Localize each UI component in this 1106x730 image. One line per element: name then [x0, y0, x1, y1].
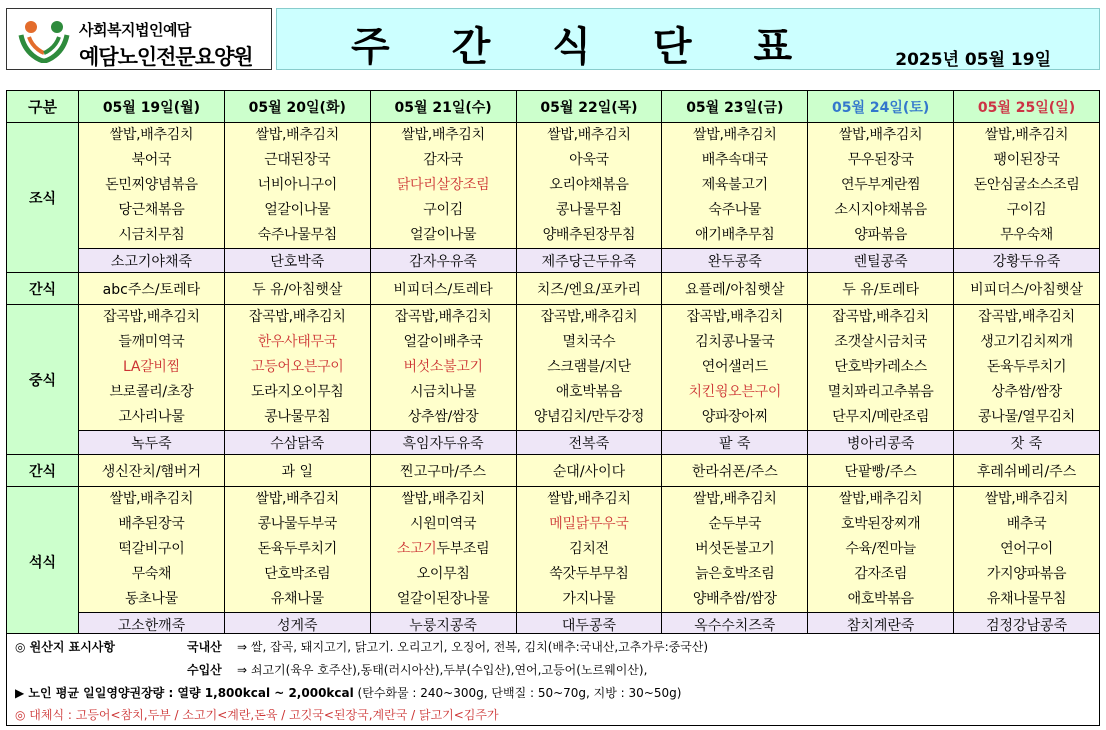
meal-label-dinner: 석식 [7, 487, 79, 637]
snack-cell: abc주스/토레타 [79, 273, 225, 305]
dish-item: 쌀밥,배추김치 [401, 127, 485, 143]
dish-item: 소시지야채볶음 [834, 202, 927, 218]
dish-item: 배추속대국 [701, 152, 768, 168]
snack-cell: 치즈/엔요/포카리 [516, 273, 662, 305]
dish-item: 들깨미역국 [118, 334, 185, 350]
dish-item: 오이무침 [416, 566, 470, 582]
weekly-menu-table [6, 90, 1100, 637]
snack-label-snack2: 간식 [7, 455, 79, 487]
dish-item: 단호박카레소스 [834, 359, 927, 375]
menu-cell [370, 305, 516, 431]
snack-label-snack1: 간식 [7, 273, 79, 305]
nutrition-main: ▶ 노인 평균 일일영양권장량 : 열량 1,800kcal ~ 2,000kcal [15, 686, 354, 700]
dish-item: 무우숙채 [1000, 227, 1053, 243]
dish-item: 단무지/메란조림 [832, 409, 930, 425]
dish-item: 돈안심굴소스조림 [973, 177, 1080, 193]
dish-item: 얼갈이된장나물 [396, 591, 490, 607]
dish-item: 연두부계란찜 [840, 177, 921, 193]
menu-cell [79, 487, 225, 613]
juk-row-breakfast [7, 249, 1100, 273]
nutrition-detail: (탄수화물 : 240~300g, 단백질 : 50~70g, 지방 : 30~50g) [353, 686, 682, 700]
snack-row-snack2 [7, 455, 1100, 487]
dish-item: 무우된장국 [847, 152, 914, 168]
dish-item: 양파장아찌 [701, 409, 768, 425]
juk-cell: 참치계란죽 [808, 613, 954, 637]
dish-item: 양념김치/만두강정 [533, 409, 645, 425]
dish-item: 가지나물 [562, 591, 616, 607]
dish-item: 잡곡밥,배추김치 [248, 309, 346, 325]
snack-cell: 찐고구마/주스 [370, 455, 516, 487]
dish-item: 애기배추무침 [695, 227, 775, 243]
dish-item: 늙은호박조림 [695, 566, 775, 582]
dish-item: 동초나물 [124, 591, 178, 607]
dish-item: 멸치꽈리고추볶음 [827, 384, 934, 400]
dish-item: 잡곡밥,배추김치 [103, 309, 200, 325]
dish-item: 쌀밥,배추김치 [255, 491, 340, 507]
juk-cell: 완두콩죽 [662, 249, 808, 273]
dish-item: 상추쌈/쌈장 [991, 384, 1062, 400]
snack-cell: 단팥빵/주스 [808, 455, 954, 487]
juk-cell: 고소한깨죽 [79, 613, 225, 637]
snack-cell: 한라쉬폰/주스 [662, 455, 808, 487]
org-name: 예담노인전문요양원 [79, 45, 253, 69]
meal-label-lunch: 중식 [7, 305, 79, 455]
juk-cell: 렌틸콩죽 [808, 249, 954, 273]
dish-highlight: 소고기 [396, 541, 437, 557]
menu-cell [516, 123, 662, 249]
dish-item: 떡갈비구이 [118, 541, 185, 557]
snack-cell: 비피더스/토레타 [370, 273, 516, 305]
dish-item: 배추된장국 [118, 516, 185, 532]
dish-item: 유채나물 [270, 591, 324, 607]
dish-item: 얼갈이나물 [410, 227, 477, 243]
dish-item: 치킨윙오븐구이 [688, 384, 782, 400]
day-header: 05월 24일(토) [808, 91, 954, 123]
meal-row-breakfast [7, 123, 1100, 249]
dish-item: 스크램블/지단 [547, 359, 631, 375]
dish-item: 쌀밥,배추김치 [547, 491, 631, 507]
dish-item: 아욱국 [569, 152, 609, 168]
dish-item: 버섯소불고기 [403, 359, 483, 375]
menu-cell [954, 123, 1100, 249]
juk-cell: 병아리콩죽 [808, 431, 954, 455]
dish-rest: 두부조림 [436, 541, 490, 557]
domestic-label: 국내산 [187, 640, 222, 654]
dish-item: 구이김 [423, 202, 463, 218]
dish-item: 닭다리살장조림 [396, 177, 490, 193]
menu-cell [224, 487, 370, 613]
dish-item: 무숙채 [131, 566, 172, 582]
menu-cell [954, 487, 1100, 613]
menu-cell [516, 305, 662, 431]
dish-item: 조갯살시금치국 [834, 334, 927, 350]
dish-item: 콩나물/열무김치 [978, 409, 1076, 425]
dish-item: 유채나물무침 [986, 591, 1067, 607]
menu-cell [808, 487, 954, 613]
substitute-line: ◎ 대체식 : 고등어<참치,두부 / 소고기<계란,돈육 / 고깃국<된장국,계란국 / 닭고기<김주가 [15, 708, 499, 722]
dish-item: 멸치국수 [562, 334, 616, 350]
snack-cell: 과 일 [224, 455, 370, 487]
dish-item: 쌀밥,배추김치 [401, 491, 485, 507]
dish-item: 잡곡밥,배추김치 [686, 309, 784, 325]
dish-item: 쌀밥,배추김치 [109, 491, 194, 507]
dish-item: 버섯돈불고기 [695, 541, 775, 557]
dish-item [371, 537, 516, 562]
dish-item: 도라지오이무침 [250, 384, 344, 400]
snack-cell: 요플레/아침햇살 [662, 273, 808, 305]
menu-cell [79, 305, 225, 431]
dish-item: 콩나물두부국 [257, 516, 337, 532]
dish-item: 고등어오븐구이 [250, 359, 344, 375]
dish-item: 쌀밥,배추김치 [984, 491, 1069, 507]
dish-item: 수육/찐마늘 [845, 541, 916, 557]
dish-item: 돈민찌양념볶음 [105, 177, 198, 193]
dish-item: 구이김 [1006, 202, 1047, 218]
dish-item: 얼갈이배추국 [403, 334, 483, 350]
dish-item: 북어국 [131, 152, 172, 168]
dish-item: 쌀밥,배추김치 [838, 491, 923, 507]
menu-cell [954, 305, 1100, 431]
org-logo-box [6, 8, 272, 70]
menu-cell [516, 487, 662, 613]
domestic-text: ⇒ 쌀, 잡곡, 돼지고기, 닭고기. 오리고기, 오징어, 전복, 김치(배추:국내산,고추가루:중국산) [237, 640, 709, 654]
header-label: 구분 [7, 91, 79, 123]
juk-cell: 성게죽 [224, 613, 370, 637]
dish-item: 생고기김치찌개 [980, 334, 1073, 350]
dish-item: 애호박볶음 [555, 384, 623, 400]
menu-cell [370, 123, 516, 249]
dish-item: LA갈비찜 [123, 359, 180, 375]
origin-title: ◎ 원산지 표시사항 [15, 640, 115, 654]
dish-item: 감자조림 [854, 566, 908, 582]
dish-item: 시금치무침 [118, 227, 185, 243]
dish-item: 단호박조림 [264, 566, 331, 582]
dish-item: 시원미역국 [410, 516, 477, 532]
org-logo-icon [17, 17, 71, 63]
menu-cell [662, 305, 808, 431]
juk-cell: 누룽지콩죽 [370, 613, 516, 637]
day-header: 05월 23일(금) [662, 91, 808, 123]
page-title: 주간식단표 [351, 24, 855, 70]
dish-item: 당근채볶음 [118, 202, 185, 218]
juk-cell: 전복죽 [516, 431, 662, 455]
dish-item: 제육불고기 [701, 177, 768, 193]
day-header: 05월 22일(목) [516, 91, 662, 123]
dish-item: 쌀밥,배추김치 [109, 127, 194, 143]
menu-cell [224, 123, 370, 249]
dish-item: 배추국 [1006, 516, 1047, 532]
juk-cell: 단호박죽 [224, 249, 370, 273]
dish-item: 근대된장국 [264, 152, 331, 168]
dish-item: 양파볶음 [854, 227, 908, 243]
dish-item: 콩나물무침 [555, 202, 623, 218]
dish-item: 쌀밥,배추김치 [693, 491, 777, 507]
menu-date: 2025년 05월 19일 [895, 50, 1051, 70]
snack-row-snack1 [7, 273, 1100, 305]
dish-item: 쑥갓두부무침 [549, 566, 629, 582]
juk-cell: 감자우유죽 [370, 249, 516, 273]
juk-cell: 팥 죽 [662, 431, 808, 455]
snack-cell: 비피더스/아침햇살 [954, 273, 1100, 305]
juk-cell: 소고기야채죽 [79, 249, 225, 273]
dish-item: 잡곡밥,배추김치 [394, 309, 492, 325]
day-header: 05월 21일(수) [370, 91, 516, 123]
snack-cell: 순대/사이다 [516, 455, 662, 487]
menu-cell [808, 305, 954, 431]
day-header: 05월 19일(월) [79, 91, 225, 123]
dish-item: 쌀밥,배추김치 [838, 127, 923, 143]
juk-cell: 수삼닭죽 [224, 431, 370, 455]
nutrition-line [15, 684, 681, 701]
header-row [7, 91, 1100, 123]
dish-item: 잡곡밥,배추김치 [540, 309, 638, 325]
menu-cell [662, 487, 808, 613]
dish-item: 브로콜리/초장 [109, 384, 194, 400]
menu-cell [808, 123, 954, 249]
dish-item: 쌀밥,배추김치 [984, 127, 1069, 143]
dish-item: 김치전 [569, 541, 609, 557]
dish-item: 돈육두루치기 [257, 541, 337, 557]
dish-item: 얼갈이나물 [264, 202, 331, 218]
snack-cell: 생신잔치/햄버거 [79, 455, 225, 487]
juk-cell: 검정강남콩죽 [954, 613, 1100, 637]
dish-item: 상추쌈/쌈장 [407, 409, 479, 425]
juk-cell: 녹두죽 [79, 431, 225, 455]
dish-item: 쌀밥,배추김치 [547, 127, 631, 143]
dish-item: 연어구이 [1000, 541, 1053, 557]
org-name-small: 사회복지법인예담 [79, 21, 191, 39]
dish-item: 메밀닭무우국 [549, 516, 629, 532]
snack-cell: 두 유/토레타 [808, 273, 954, 305]
meal-row-lunch [7, 305, 1100, 431]
menu-cell [662, 123, 808, 249]
dish-item: 쌀밥,배추김치 [693, 127, 777, 143]
dish-item: 연어샐러드 [701, 359, 768, 375]
meal-row-dinner [7, 487, 1100, 613]
juk-cell: 대두콩죽 [516, 613, 662, 637]
dish-item: 돈육두루치기 [986, 359, 1067, 375]
day-header: 05월 25일(일) [954, 91, 1100, 123]
dish-item: 너비아니구이 [257, 177, 337, 193]
juk-cell: 잣 죽 [954, 431, 1100, 455]
dish-item: 숙주나물 [708, 202, 762, 218]
dish-item: 숙주나물무침 [257, 227, 337, 243]
day-header: 05월 20일(화) [224, 91, 370, 123]
import-label: 수입산 [187, 663, 222, 677]
dish-item: 감자국 [423, 152, 463, 168]
juk-row-lunch [7, 431, 1100, 455]
juk-cell: 강황두유죽 [954, 249, 1100, 273]
dish-item: 쌀밥,배추김치 [255, 127, 340, 143]
juk-cell: 제주당근두유죽 [516, 249, 662, 273]
snack-cell: 후레쉬베리/주스 [954, 455, 1100, 487]
dish-item: 순두부국 [708, 516, 762, 532]
juk-cell: 옥수수치즈죽 [662, 613, 808, 637]
dish-item: 양배추된장무침 [542, 227, 636, 243]
menu-cell [370, 487, 516, 613]
footer-notes [6, 633, 1100, 726]
menu-cell [79, 123, 225, 249]
meal-label-breakfast: 조식 [7, 123, 79, 273]
dish-item: 팽이된장국 [993, 152, 1060, 168]
dish-item: 김치콩나물국 [695, 334, 775, 350]
dish-item: 시금치나물 [410, 384, 477, 400]
import-text: ⇒ 쇠고기(육우 호주산),동태(러시아산),두부(수입산),연어,고등어(노르웨이산), [237, 663, 648, 677]
dish-item: 오리야채볶음 [549, 177, 629, 193]
dish-item: 호박된장찌개 [840, 516, 921, 532]
dish-item: 콩나물무침 [264, 409, 331, 425]
dish-item: 잡곡밥,배추김치 [978, 309, 1075, 325]
dish-item: 한우사태무국 [257, 334, 337, 350]
dish-item: 고사리나물 [118, 409, 185, 425]
dish-item: 애호박볶음 [847, 591, 914, 607]
snack-cell: 두 유/아침햇살 [224, 273, 370, 305]
juk-cell: 흑임자두유죽 [370, 431, 516, 455]
dish-item: 잡곡밥,배추김치 [832, 309, 929, 325]
menu-cell [224, 305, 370, 431]
dish-item: 양배추쌈/쌈장 [692, 591, 777, 607]
dish-item: 가지양파볶음 [986, 566, 1067, 582]
title-banner [276, 8, 1100, 70]
